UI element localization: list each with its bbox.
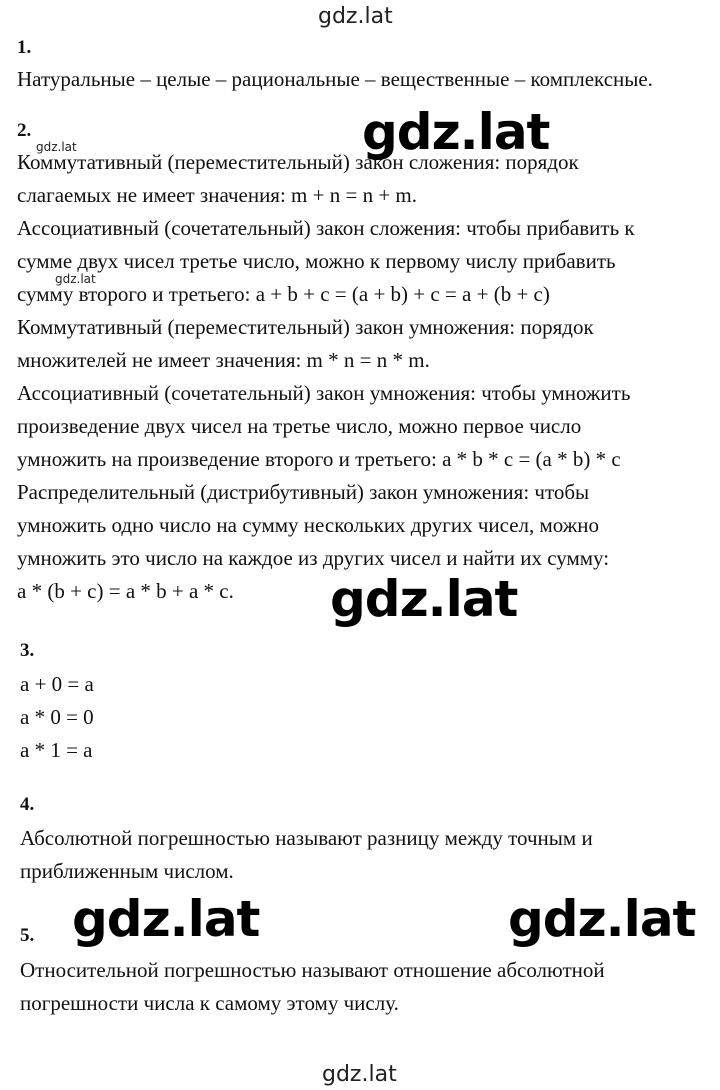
section-2-line: Ассоциативный (сочетательный) закон сложения: чтобы прибавить к <box>17 216 635 240</box>
watermark-big: gdz.lat <box>508 890 696 948</box>
watermark-big: gdz.lat <box>362 103 550 161</box>
watermark-bottom: gdz.lat <box>322 1062 397 1087</box>
section-2-line: Коммутативный (переместительный) закон умножения: порядок <box>17 315 594 339</box>
watermark-big: gdz.lat <box>330 570 518 628</box>
section-1-line: Натуральные – целые – рациональные – вещественные – комплексные. <box>17 67 653 91</box>
section-1-number: 1. <box>17 37 32 58</box>
section-4-line: Абсолютной погрешностью называют разницу между точным и <box>20 826 593 850</box>
section-4-line: приближенным числом. <box>20 859 234 883</box>
section-3-number: 3. <box>20 640 35 661</box>
section-2-line: a * (b + c) = a * b + a * c. <box>17 579 234 603</box>
section-5-number: 5. <box>20 925 35 946</box>
section-2-line: умножить одно число на сумму нескольких других чисел, можно <box>17 513 600 537</box>
section-2-line: произведение двух чисел на третье число, можно первое число <box>17 414 582 438</box>
section-2-line: Распределительный (дистрибутивный) закон умножения: чтобы <box>17 480 590 504</box>
section-5-line: погрешности числа к самому этому числу. <box>20 991 399 1015</box>
watermark-top: gdz.lat <box>318 4 393 29</box>
section-2-line: сумму второго и третьего: a + b + c = (a + b) + c = a + (b + c) <box>17 282 550 306</box>
section-3-line: a * 0 = 0 <box>20 705 94 729</box>
section-2-line: Ассоциативный (сочетательный) закон умножения: чтобы умножить <box>17 381 631 405</box>
section-2-line: сумме двух чисел третье число, можно к первому числу прибавить <box>17 249 616 273</box>
section-2-number: 2. <box>17 120 32 141</box>
watermark-small: gdz.lat <box>55 272 96 286</box>
section-5-line: Относительной погрешностью называют отношение абсолютной <box>20 958 605 982</box>
section-2-line: множителей не имеет значения: m * n = n * m. <box>17 348 430 372</box>
watermark-small: gdz.lat <box>36 140 77 154</box>
section-2-line: слагаемых не имеет значения: m + n = n + m. <box>17 183 417 207</box>
section-3-line: a + 0 = a <box>20 672 94 696</box>
section-2-line: умножить на произведение второго и третьего: a * b * c = (a * b) * c <box>17 447 621 471</box>
watermark-big: gdz.lat <box>72 890 260 948</box>
section-4-number: 4. <box>20 794 35 815</box>
section-2-line: умножить это число на каждое из других чисел и найти их сумму: <box>17 546 610 570</box>
section-3-line: a * 1 = a <box>20 738 93 762</box>
section-2-line: Коммутативный (переместительный) закон сложения: порядок <box>17 150 579 174</box>
